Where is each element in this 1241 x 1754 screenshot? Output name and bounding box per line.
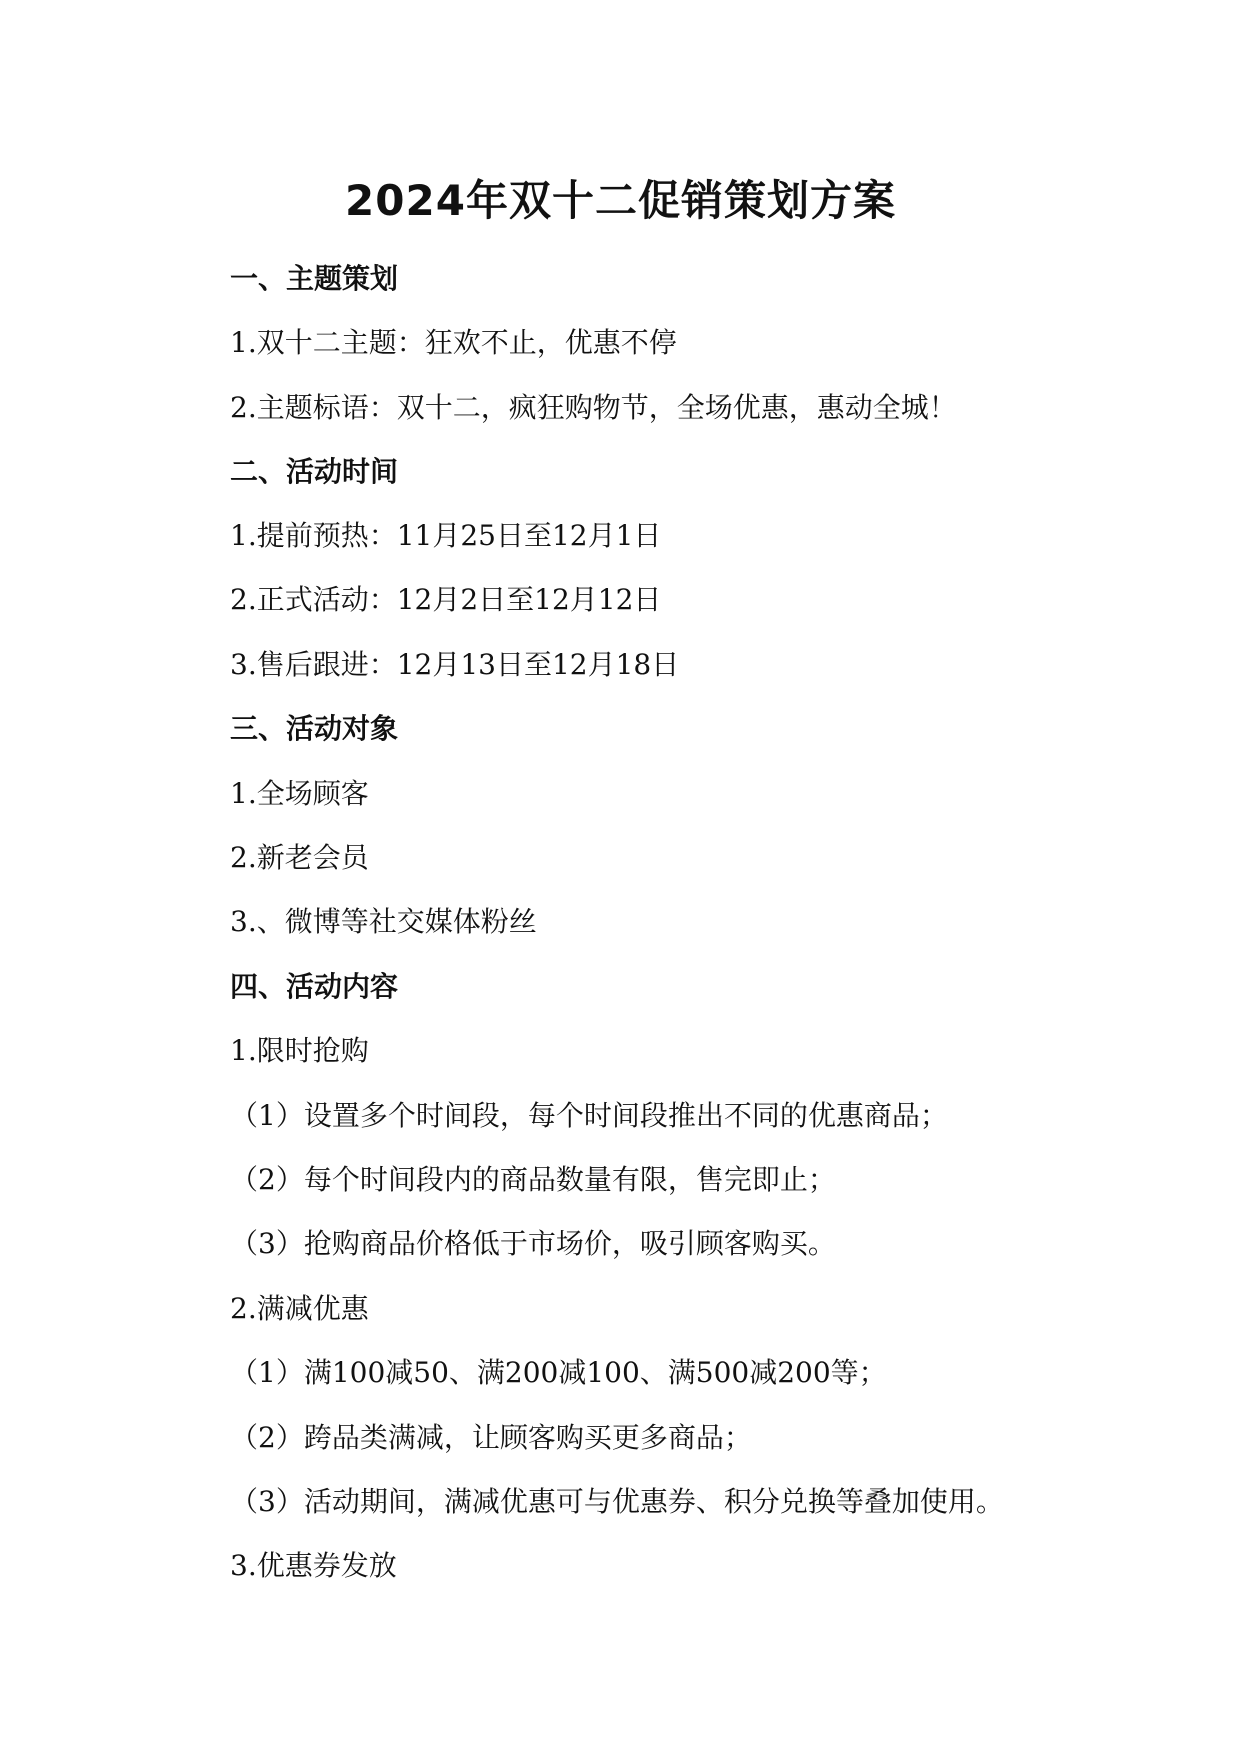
list-item: （3）活动期间，满减优惠可与优惠券、积分兑换等叠加使用。 bbox=[230, 1485, 1004, 1518]
list-item: （2）每个时间段内的商品数量有限，售完即止； bbox=[230, 1163, 836, 1196]
list-item: 1.全场顾客 bbox=[230, 777, 369, 810]
list-item: 2.正式活动：12月2日至12月12日 bbox=[230, 583, 662, 616]
list-item: （1）设置多个时间段，每个时间段推出不同的优惠商品； bbox=[230, 1099, 948, 1132]
list-item: （3）抢购商品价格低于市场价，吸引顾客购买。 bbox=[230, 1227, 836, 1260]
document-title: 2024年双十二促销策划方案 bbox=[345, 176, 896, 225]
list-item: 2.新老会员 bbox=[230, 841, 369, 874]
list-item: 1.双十二主题：狂欢不止，优惠不停 bbox=[230, 326, 677, 359]
section-heading: 二、活动时间 bbox=[230, 455, 399, 488]
list-item: 2.主题标语：双十二，疯狂购物节，全场优惠，惠动全城！ bbox=[230, 391, 957, 424]
list-item: 3.优惠券发放 bbox=[230, 1549, 397, 1582]
list-item: 1.提前预热：11月25日至12月1日 bbox=[230, 519, 662, 552]
list-item: （1）满100减50、满200减100、满500减200等； bbox=[230, 1356, 887, 1389]
section-heading: 三、活动对象 bbox=[230, 712, 399, 745]
list-item: 3.售后跟进：12月13日至12月18日 bbox=[230, 648, 680, 681]
list-item: 1.限时抢购 bbox=[230, 1034, 369, 1067]
list-item: 3.、微博等社交媒体粉丝 bbox=[230, 905, 537, 938]
section-heading: 四、活动内容 bbox=[230, 970, 399, 1003]
list-item: （2）跨品类满减，让顾客购买更多商品； bbox=[230, 1421, 752, 1454]
section-heading: 一、主题策划 bbox=[230, 262, 399, 295]
list-item: 2.满减优惠 bbox=[230, 1292, 369, 1325]
